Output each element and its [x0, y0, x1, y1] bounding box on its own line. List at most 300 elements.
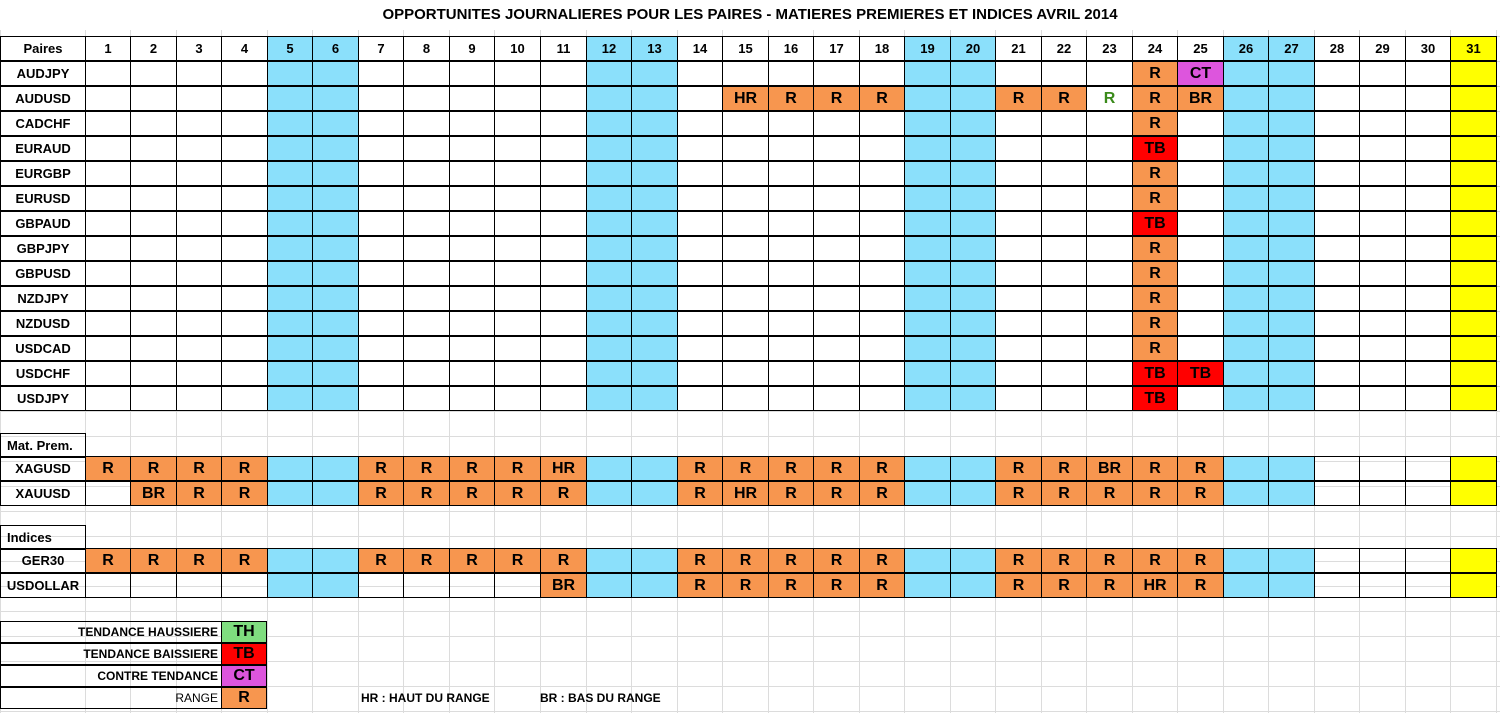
table-cell[interactable] [631, 336, 678, 361]
table-cell[interactable]: R [768, 86, 814, 111]
table-cell[interactable]: R [358, 548, 404, 573]
table-cell[interactable] [586, 311, 632, 336]
table-cell[interactable] [1223, 481, 1269, 506]
table-cell[interactable] [358, 86, 404, 111]
table-cell[interactable] [995, 286, 1042, 311]
table-cell[interactable] [722, 211, 769, 236]
table-cell[interactable]: BR [540, 573, 587, 598]
table-cell[interactable]: R [1041, 481, 1087, 506]
table-cell[interactable] [1268, 386, 1315, 411]
table-cell[interactable] [768, 286, 814, 311]
table-cell[interactable] [312, 86, 359, 111]
table-cell[interactable]: R [859, 573, 905, 598]
table-cell[interactable] [176, 161, 222, 186]
table-cell[interactable] [950, 361, 996, 386]
table-cell[interactable] [1041, 161, 1087, 186]
table-cell[interactable] [176, 261, 222, 286]
table-cell[interactable] [768, 61, 814, 86]
table-cell[interactable] [586, 136, 632, 161]
table-cell[interactable] [586, 286, 632, 311]
table-cell[interactable] [267, 186, 313, 211]
table-cell[interactable] [221, 61, 268, 86]
table-cell[interactable] [1314, 481, 1360, 506]
table-cell[interactable] [1223, 236, 1269, 261]
table-cell[interactable] [950, 211, 996, 236]
table-cell[interactable] [403, 361, 450, 386]
table-cell[interactable] [1359, 261, 1406, 286]
table-cell[interactable] [449, 386, 495, 411]
table-cell[interactable] [1314, 548, 1360, 573]
table-cell[interactable] [130, 136, 177, 161]
table-cell[interactable] [130, 61, 177, 86]
table-cell[interactable] [1450, 361, 1497, 386]
table-cell[interactable]: R [449, 481, 495, 506]
table-cell[interactable] [1405, 286, 1451, 311]
table-cell[interactable] [813, 111, 860, 136]
table-cell[interactable]: TB [1132, 211, 1178, 236]
table-cell[interactable] [586, 211, 632, 236]
table-cell[interactable] [1086, 161, 1133, 186]
table-cell[interactable] [586, 481, 632, 506]
table-cell[interactable]: TB [1132, 136, 1178, 161]
table-cell[interactable] [768, 261, 814, 286]
table-cell[interactable] [677, 136, 723, 161]
table-cell[interactable] [586, 186, 632, 211]
table-cell[interactable] [722, 261, 769, 286]
table-cell[interactable] [85, 86, 131, 111]
table-cell[interactable] [631, 161, 678, 186]
table-cell[interactable] [677, 86, 723, 111]
table-cell[interactable] [1359, 456, 1406, 481]
table-cell[interactable] [494, 186, 541, 211]
table-cell[interactable] [221, 261, 268, 286]
table-cell[interactable] [1268, 186, 1315, 211]
table-cell[interactable] [1450, 481, 1497, 506]
table-cell[interactable]: HR [1132, 573, 1178, 598]
table-cell[interactable]: R [1132, 311, 1178, 336]
table-cell[interactable] [176, 361, 222, 386]
table-cell[interactable] [130, 573, 177, 598]
table-cell[interactable] [1268, 481, 1315, 506]
table-cell[interactable] [1314, 286, 1360, 311]
table-cell[interactable] [1405, 261, 1451, 286]
table-cell[interactable]: R [540, 481, 587, 506]
table-cell[interactable] [176, 286, 222, 311]
table-cell[interactable] [631, 286, 678, 311]
table-cell[interactable] [1177, 211, 1224, 236]
table-cell[interactable] [449, 186, 495, 211]
table-cell[interactable] [950, 86, 996, 111]
table-cell[interactable] [312, 311, 359, 336]
table-cell[interactable] [1450, 211, 1497, 236]
table-cell[interactable]: R [677, 456, 723, 481]
table-cell[interactable] [1177, 161, 1224, 186]
table-cell[interactable] [403, 236, 450, 261]
table-cell[interactable] [1450, 286, 1497, 311]
table-cell[interactable] [449, 573, 495, 598]
table-cell[interactable] [722, 311, 769, 336]
table-cell[interactable] [1177, 261, 1224, 286]
table-cell[interactable] [449, 161, 495, 186]
table-cell[interactable] [1086, 61, 1133, 86]
table-cell[interactable] [130, 261, 177, 286]
table-cell[interactable] [1223, 456, 1269, 481]
table-cell[interactable] [449, 211, 495, 236]
table-cell[interactable] [221, 211, 268, 236]
table-cell[interactable] [859, 211, 905, 236]
table-cell[interactable]: R [1132, 161, 1178, 186]
table-cell[interactable] [176, 573, 222, 598]
table-cell[interactable] [358, 111, 404, 136]
table-cell[interactable] [995, 186, 1042, 211]
table-cell[interactable] [1314, 236, 1360, 261]
table-cell[interactable] [312, 548, 359, 573]
table-cell[interactable] [1405, 86, 1451, 111]
table-cell[interactable] [1405, 236, 1451, 261]
table-cell[interactable]: BR [1086, 456, 1133, 481]
table-cell[interactable]: R [1132, 86, 1178, 111]
table-cell[interactable] [1086, 261, 1133, 286]
table-cell[interactable] [768, 361, 814, 386]
table-cell[interactable] [995, 136, 1042, 161]
table-cell[interactable] [540, 161, 587, 186]
table-cell[interactable] [722, 136, 769, 161]
table-cell[interactable]: TB [1132, 386, 1178, 411]
table-cell[interactable]: R [1132, 456, 1178, 481]
table-cell[interactable]: R [722, 456, 769, 481]
table-cell[interactable] [176, 186, 222, 211]
table-cell[interactable] [540, 61, 587, 86]
table-cell[interactable]: R [722, 573, 769, 598]
table-cell[interactable] [494, 336, 541, 361]
table-cell[interactable] [403, 86, 450, 111]
table-cell[interactable] [586, 61, 632, 86]
table-cell[interactable] [1041, 136, 1087, 161]
table-cell[interactable] [1450, 336, 1497, 361]
table-cell[interactable] [859, 361, 905, 386]
table-cell[interactable] [1359, 111, 1406, 136]
table-cell[interactable] [1177, 336, 1224, 361]
table-cell[interactable] [1314, 311, 1360, 336]
table-cell[interactable] [540, 86, 587, 111]
table-cell[interactable]: R [176, 481, 222, 506]
table-cell[interactable]: R [1041, 86, 1087, 111]
table-cell[interactable]: R [1132, 186, 1178, 211]
table-cell[interactable] [1314, 361, 1360, 386]
table-cell[interactable] [813, 186, 860, 211]
table-cell[interactable] [1450, 261, 1497, 286]
table-cell[interactable] [267, 311, 313, 336]
table-cell[interactable] [1450, 311, 1497, 336]
table-cell[interactable] [312, 361, 359, 386]
table-cell[interactable]: R [677, 481, 723, 506]
table-cell[interactable] [1359, 336, 1406, 361]
table-cell[interactable] [813, 361, 860, 386]
table-cell[interactable] [768, 186, 814, 211]
table-cell[interactable] [1086, 386, 1133, 411]
table-cell[interactable] [631, 548, 678, 573]
table-cell[interactable] [1450, 386, 1497, 411]
table-cell[interactable] [1450, 548, 1497, 573]
table-cell[interactable] [267, 361, 313, 386]
table-cell[interactable] [494, 161, 541, 186]
table-cell[interactable] [722, 336, 769, 361]
table-cell[interactable] [904, 311, 951, 336]
table-cell[interactable] [995, 261, 1042, 286]
table-cell[interactable] [403, 61, 450, 86]
table-cell[interactable] [859, 61, 905, 86]
table-cell[interactable] [130, 86, 177, 111]
table-cell[interactable] [312, 211, 359, 236]
table-cell[interactable] [312, 386, 359, 411]
table-cell[interactable] [312, 456, 359, 481]
table-cell[interactable] [312, 136, 359, 161]
table-cell[interactable] [768, 386, 814, 411]
table-cell[interactable] [768, 336, 814, 361]
table-cell[interactable] [995, 361, 1042, 386]
table-cell[interactable] [677, 211, 723, 236]
table-cell[interactable] [677, 186, 723, 211]
table-cell[interactable] [1268, 161, 1315, 186]
table-cell[interactable] [267, 573, 313, 598]
table-cell[interactable] [950, 311, 996, 336]
table-cell[interactable] [631, 456, 678, 481]
table-cell[interactable] [1450, 236, 1497, 261]
table-cell[interactable] [1405, 481, 1451, 506]
table-cell[interactable] [1405, 573, 1451, 598]
table-cell[interactable]: HR [540, 456, 587, 481]
table-cell[interactable] [1405, 456, 1451, 481]
table-cell[interactable] [904, 136, 951, 161]
table-cell[interactable] [130, 361, 177, 386]
table-cell[interactable] [950, 573, 996, 598]
table-cell[interactable] [1359, 311, 1406, 336]
table-cell[interactable] [1268, 111, 1315, 136]
table-cell[interactable] [677, 361, 723, 386]
table-cell[interactable] [1086, 361, 1133, 386]
table-cell[interactable] [1405, 336, 1451, 361]
table-cell[interactable] [677, 111, 723, 136]
table-cell[interactable] [904, 86, 951, 111]
table-cell[interactable] [813, 311, 860, 336]
table-cell[interactable] [221, 336, 268, 361]
table-cell[interactable] [221, 311, 268, 336]
table-cell[interactable]: R [813, 456, 860, 481]
table-cell[interactable] [1041, 336, 1087, 361]
table-cell[interactable] [1268, 286, 1315, 311]
table-cell[interactable] [312, 286, 359, 311]
table-cell[interactable] [312, 61, 359, 86]
table-cell[interactable] [494, 386, 541, 411]
table-cell[interactable] [1268, 361, 1315, 386]
table-cell[interactable]: R [403, 548, 450, 573]
table-cell[interactable] [403, 286, 450, 311]
table-cell[interactable] [449, 86, 495, 111]
table-cell[interactable] [1041, 261, 1087, 286]
table-cell[interactable] [1359, 161, 1406, 186]
table-cell[interactable] [904, 361, 951, 386]
table-cell[interactable] [221, 136, 268, 161]
table-cell[interactable] [85, 573, 131, 598]
table-cell[interactable]: R [221, 548, 268, 573]
table-cell[interactable] [768, 211, 814, 236]
table-cell[interactable] [1177, 311, 1224, 336]
table-cell[interactable]: TB [1177, 361, 1224, 386]
table-cell[interactable] [1223, 86, 1269, 111]
table-cell[interactable] [813, 386, 860, 411]
table-cell[interactable] [1359, 61, 1406, 86]
table-cell[interactable] [1405, 311, 1451, 336]
table-cell[interactable]: R [813, 573, 860, 598]
table-cell[interactable] [1450, 136, 1497, 161]
table-cell[interactable]: R [176, 548, 222, 573]
table-cell[interactable] [1405, 211, 1451, 236]
table-cell[interactable] [631, 61, 678, 86]
table-cell[interactable] [813, 236, 860, 261]
table-cell[interactable] [449, 361, 495, 386]
table-cell[interactable] [130, 111, 177, 136]
table-cell[interactable] [540, 136, 587, 161]
table-cell[interactable]: R [1132, 286, 1178, 311]
table-cell[interactable]: R [1132, 548, 1178, 573]
table-cell[interactable] [1314, 111, 1360, 136]
table-cell[interactable] [631, 481, 678, 506]
table-cell[interactable] [904, 481, 951, 506]
table-cell[interactable] [540, 236, 587, 261]
table-cell[interactable] [494, 136, 541, 161]
table-cell[interactable] [403, 211, 450, 236]
table-cell[interactable] [358, 386, 404, 411]
table-cell[interactable] [677, 261, 723, 286]
table-cell[interactable] [403, 311, 450, 336]
table-cell[interactable]: HR [722, 481, 769, 506]
table-cell[interactable]: R [1132, 261, 1178, 286]
table-cell[interactable]: R [130, 456, 177, 481]
table-cell[interactable] [1223, 311, 1269, 336]
table-cell[interactable]: R [221, 456, 268, 481]
table-cell[interactable] [722, 161, 769, 186]
table-cell[interactable] [631, 386, 678, 411]
table-cell[interactable] [130, 386, 177, 411]
table-cell[interactable]: R [85, 548, 131, 573]
table-cell[interactable] [1223, 211, 1269, 236]
table-cell[interactable] [631, 261, 678, 286]
table-cell[interactable] [267, 136, 313, 161]
table-cell[interactable]: R [768, 573, 814, 598]
table-cell[interactable] [631, 186, 678, 211]
table-cell[interactable] [904, 211, 951, 236]
table-cell[interactable] [1268, 61, 1315, 86]
table-cell[interactable] [722, 186, 769, 211]
table-cell[interactable] [449, 236, 495, 261]
table-cell[interactable] [267, 481, 313, 506]
table-cell[interactable] [85, 136, 131, 161]
table-cell[interactable] [176, 136, 222, 161]
table-cell[interactable] [950, 548, 996, 573]
table-cell[interactable]: CT [1177, 61, 1224, 86]
table-cell[interactable] [859, 136, 905, 161]
table-cell[interactable] [267, 111, 313, 136]
table-cell[interactable] [358, 211, 404, 236]
table-cell[interactable] [722, 61, 769, 86]
table-cell[interactable]: R [358, 481, 404, 506]
table-cell[interactable] [1405, 361, 1451, 386]
table-cell[interactable] [1086, 211, 1133, 236]
table-cell[interactable] [1041, 186, 1087, 211]
table-cell[interactable] [631, 86, 678, 111]
table-cell[interactable]: R [494, 481, 541, 506]
table-cell[interactable] [677, 161, 723, 186]
table-cell[interactable] [1314, 61, 1360, 86]
table-cell[interactable] [540, 261, 587, 286]
table-cell[interactable] [1450, 161, 1497, 186]
table-cell[interactable]: R [1086, 573, 1133, 598]
table-cell[interactable] [586, 86, 632, 111]
table-cell[interactable] [1041, 211, 1087, 236]
table-cell[interactable] [494, 61, 541, 86]
table-cell[interactable] [677, 236, 723, 261]
table-cell[interactable] [1177, 186, 1224, 211]
table-cell[interactable] [1450, 86, 1497, 111]
table-cell[interactable] [1359, 86, 1406, 111]
table-cell[interactable]: R [813, 548, 860, 573]
table-cell[interactable]: R [1177, 573, 1224, 598]
table-cell[interactable]: R [176, 456, 222, 481]
table-cell[interactable]: R [677, 548, 723, 573]
table-cell[interactable] [1314, 456, 1360, 481]
table-cell[interactable]: R [1041, 573, 1087, 598]
table-cell[interactable] [995, 311, 1042, 336]
table-cell[interactable] [221, 186, 268, 211]
table-cell[interactable] [312, 236, 359, 261]
table-cell[interactable] [358, 61, 404, 86]
table-cell[interactable]: R [859, 548, 905, 573]
table-cell[interactable] [995, 61, 1042, 86]
table-cell[interactable] [540, 336, 587, 361]
table-cell[interactable] [267, 261, 313, 286]
table-cell[interactable] [267, 548, 313, 573]
table-cell[interactable] [130, 161, 177, 186]
table-cell[interactable] [631, 136, 678, 161]
table-cell[interactable] [494, 236, 541, 261]
table-cell[interactable] [1268, 456, 1315, 481]
table-cell[interactable] [1314, 161, 1360, 186]
table-cell[interactable] [1314, 386, 1360, 411]
table-cell[interactable]: R [1132, 481, 1178, 506]
table-cell[interactable] [1223, 336, 1269, 361]
table-cell[interactable] [85, 361, 131, 386]
table-cell[interactable] [1223, 548, 1269, 573]
table-cell[interactable] [494, 86, 541, 111]
table-cell[interactable] [1086, 336, 1133, 361]
table-cell[interactable] [403, 573, 450, 598]
table-cell[interactable] [950, 61, 996, 86]
table-cell[interactable] [403, 186, 450, 211]
table-cell[interactable] [176, 336, 222, 361]
table-cell[interactable] [312, 186, 359, 211]
table-cell[interactable]: R [403, 481, 450, 506]
table-cell[interactable] [631, 311, 678, 336]
table-cell[interactable] [358, 186, 404, 211]
table-cell[interactable] [449, 111, 495, 136]
table-cell[interactable] [677, 386, 723, 411]
table-cell[interactable] [85, 286, 131, 311]
table-cell[interactable] [586, 548, 632, 573]
table-cell[interactable] [312, 261, 359, 286]
table-cell[interactable] [494, 286, 541, 311]
table-cell[interactable] [1359, 386, 1406, 411]
table-cell[interactable] [722, 111, 769, 136]
